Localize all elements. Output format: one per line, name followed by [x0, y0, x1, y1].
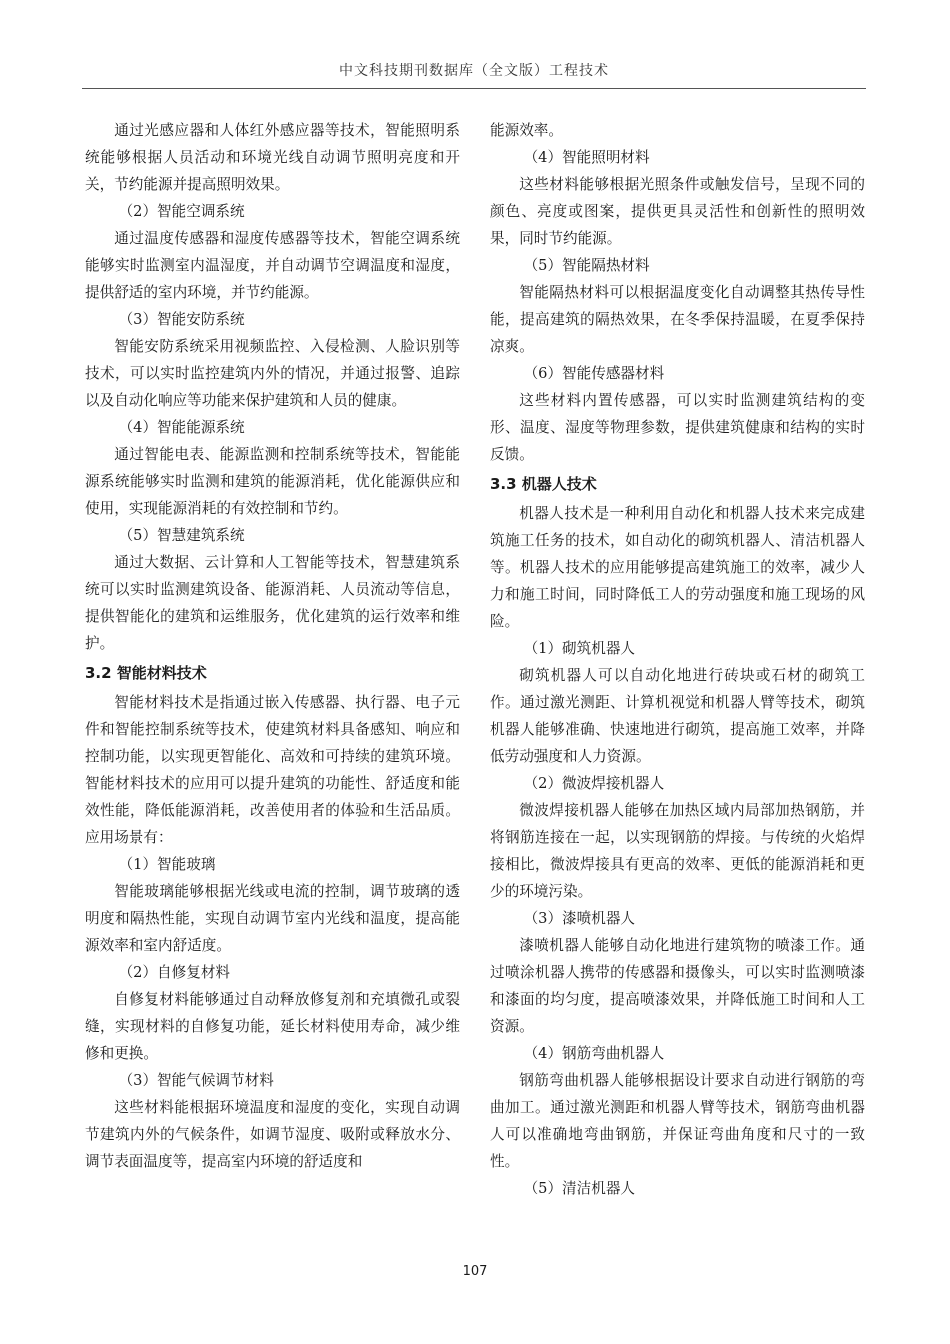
left-column	[85, 117, 460, 1175]
heading-climate-material: （3）智能气候调节材料	[118, 1072, 274, 1089]
paragraph-lighting-material: 这些材料能够根据光照条件或触发信号，呈现不同的颜色、亮度或图案，提供更具灵活性和创新性的照明效果，同时节约能源。	[490, 176, 865, 247]
section-heading-3-2: 3.2 智能材料技术	[85, 664, 207, 682]
heading-lighting-material: （4）智能照明材料	[523, 149, 650, 166]
heading-smart-energy: （4）智能能源系统	[118, 419, 245, 436]
paragraph-smart-building: 通过大数据、云计算和人工智能等技术，智慧建筑系统可以实时监测建筑设备、能源消耗、人员流动等信息，提供智能化的建筑和运维服务，优化建筑的运行效率和维护。	[85, 554, 460, 652]
heading-sensor-material: （6）智能传感器材料	[523, 365, 665, 382]
heading-welding-robot: （2）微波焊接机器人	[523, 775, 665, 792]
journal-header: 中文科技期刊数据库（全文版）工程技术	[339, 63, 609, 79]
paragraph-climate-material: 这些材料能根据环境温度和湿度的变化，实现自动调节建筑内外的气候条件，如调节湿度、吸附或释放水分、调节表面温度等，提高室内环境的舒适度和	[85, 1099, 460, 1170]
heading-smart-building: （5）智慧建筑系统	[118, 527, 245, 544]
heading-insulation-material: （5）智能隔热材料	[523, 257, 650, 274]
right-column	[490, 117, 865, 1202]
paragraph-smart-lighting-system: 通过光感应器和人体红外感应器等技术，智能照明系统能够根据人员活动和环境光线自动调节照明亮度和开关，节约能源并提高照明效果。	[85, 122, 460, 193]
heading-rebar-robot: （4）钢筋弯曲机器人	[523, 1045, 665, 1062]
heading-cleaning-robot: （5）清洁机器人	[523, 1180, 636, 1197]
paragraph-robotics: 机器人技术是一种利用自动化和机器人技术来完成建筑施工任务的技术，如自动化的砌筑机器人、清洁机器人等。机器人技术的应用能够提高建筑施工的效率，减少人力和施工时间，同时降低工人的劳动强度和施工现场的风险。	[490, 505, 865, 630]
header-rule	[82, 88, 866, 89]
heading-smart-glass: （1）智能玻璃	[118, 856, 216, 873]
paragraph-smart-energy: 通过智能电表、能源监测和控制系统等技术，智能能源系统能够实时监测和建筑的能源消耗，优化能源供应和使用，实现能源消耗的有效控制和节约。	[85, 446, 460, 517]
paragraph-welding-robot: 微波焊接机器人能够在加热区域内局部加热钢筋，并将钢筋连接在一起，以实现钢筋的焊接。与传统的火焰焊接相比，微波焊接具有更高的效率、更低的能源消耗和更少的环境污染。	[490, 802, 865, 900]
heading-smart-ac: （2）智能空调系统	[118, 203, 245, 220]
paragraph-masonry-robot: 砌筑机器人可以自动化地进行砖块或石材的砌筑工作。通过激光测距、计算机视觉和机器人臂等技术，砌筑机器人能够准确、快速地进行砌筑，提高施工效率，并降低劳动强度和人力资源。	[490, 667, 865, 765]
paragraph-rebar-robot: 钢筋弯曲机器人能够根据设计要求自动进行钢筋的弯曲加工。通过激光测距和机器人臂等技术，钢筋弯曲机器人可以准确地弯曲钢筋，并保证弯曲角度和尺寸的一致性。	[490, 1072, 865, 1170]
heading-masonry-robot: （1）砌筑机器人	[523, 640, 636, 657]
heading-spray-robot: （3）漆喷机器人	[523, 910, 636, 927]
heading-self-repair: （2）自修复材料	[118, 964, 231, 981]
paragraph-smart-glass: 智能玻璃能够根据光线或电流的控制，调节玻璃的透明度和隔热性能，实现自动调节室内光线和温度，提高能源效率和室内舒适度。	[85, 883, 460, 954]
paragraph-spray-robot: 漆喷机器人能够自动化地进行建筑物的喷漆工作。通过喷涂机器人携带的传感器和摄像头，可以实时监测喷漆和漆面的均匀度，提高喷漆效果，并降低施工时间和人工资源。	[490, 937, 865, 1035]
paragraph-continuation: 能源效率。	[490, 122, 563, 139]
section-heading-3-3: 3.3 机器人技术	[490, 475, 597, 493]
paragraph-smart-materials: 智能材料技术是指通过嵌入传感器、执行器、电子元件和智能控制系统等技术，使建筑材料具备感知、响应和控制功能，以实现更智能化、高效和可持续的建筑环境。智能材料技术的应用可以提升建筑的功能性、舒适度和能效性能，降低能源消耗，改善使用者的体验和生活品质。应用场景有：	[85, 694, 460, 846]
paragraph-self-repair: 自修复材料能够通过自动释放修复剂和充填微孔或裂缝，实现材料的自修复功能，延长材料使用寿命，减少维修和更换。	[85, 991, 460, 1062]
paragraph-sensor-material: 这些材料内置传感器，可以实时监测建筑结构的变形、温度、湿度等物理参数，提供建筑健康和结构的实时反馈。	[490, 392, 865, 463]
paragraph-smart-ac: 通过温度传感器和湿度传感器等技术，智能空调系统能够实时监测室内温湿度，并自动调节空调温度和湿度，提供舒适的室内环境，并节约能源。	[85, 230, 460, 301]
page-number: 107	[462, 1264, 488, 1279]
paragraph-insulation-material: 智能隔热材料可以根据温度变化自动调整其热传导性能，提高建筑的隔热效果，在冬季保持温暖，在夏季保持凉爽。	[490, 284, 865, 355]
paragraph-smart-security: 智能安防系统采用视频监控、入侵检测、人脸识别等技术，可以实时监控建筑内外的情况，并通过报警、追踪以及自动化响应等功能来保护建筑和人员的健康。	[85, 338, 460, 409]
heading-smart-security: （3）智能安防系统	[118, 311, 245, 328]
